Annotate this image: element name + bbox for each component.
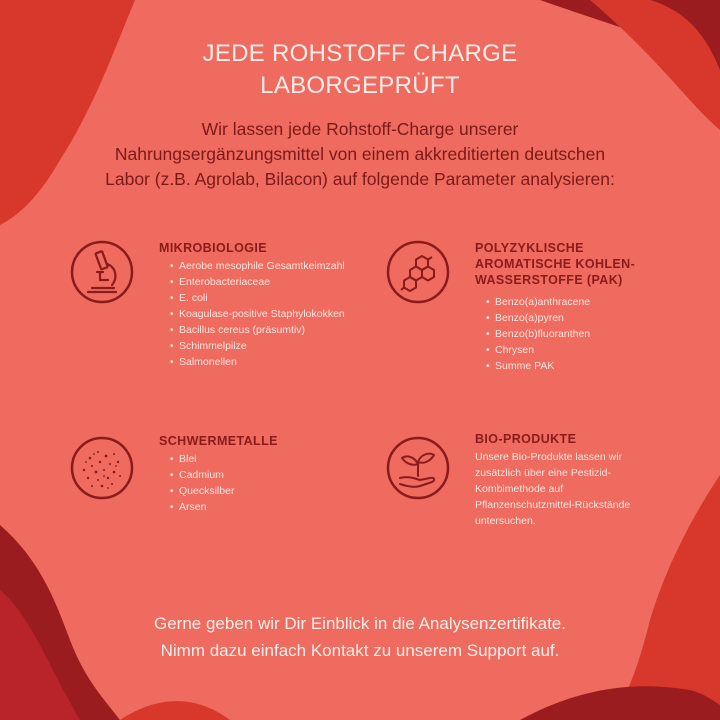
list-item: • Summe PAK <box>486 358 671 374</box>
intro-line-3: Labor (z.B. Agrolab, Bilacon) auf folgende Parameter analysieren: <box>105 169 615 189</box>
schwermetalle-title: SCHWERMETALLE <box>159 434 278 448</box>
page-title <box>0 38 720 102</box>
petri-dish-icon <box>70 436 134 500</box>
list-item: • Aerobe mesophile Gesamtkeimzahl <box>170 258 355 274</box>
list-item: • Arsen <box>170 499 330 515</box>
pak-title <box>475 240 675 288</box>
pak-list <box>486 294 671 374</box>
pak-title-line-2: AROMATISCHE KOHLEN- <box>475 257 636 271</box>
pak-title-line-1: POLYZYKLISCHE <box>475 241 584 255</box>
list-item: • E. coli <box>170 290 355 306</box>
molecule-icon <box>386 240 450 304</box>
list-item: • Quecksilber <box>170 483 330 499</box>
list-item: • Benzo(b)fluoranthen <box>486 326 671 342</box>
list-item: • Koagulase-positive Staphylokokken <box>170 306 355 322</box>
list-item: • Benzo(a)pyren <box>486 310 671 326</box>
footer-line-2: Nimm dazu einfach Kontakt zu unserem Support auf. <box>160 641 560 660</box>
footer-line-1: Gerne geben wir Dir Einblick in die Analysenzertifikate. <box>154 614 566 633</box>
list-item: • Cadmium <box>170 467 330 483</box>
list-item: • Bacillus cereus (präsumtiv) <box>170 322 355 338</box>
bio-description <box>475 449 675 529</box>
list-item: • Benzo(a)anthracene <box>486 294 671 310</box>
pak-title-line-3: WASSERSTOFFE (PAK) <box>475 273 623 287</box>
bio-text-line: Pflanzenschutzmittel-Rückstände <box>475 499 631 511</box>
schwermetalle-list <box>170 451 330 515</box>
bio-text-line: Unsere Bio-Produkte lassen wir <box>475 451 623 463</box>
list-item: • Chrysen <box>486 342 671 358</box>
mikrobiologie-title: MIKROBIOLOGIE <box>159 241 267 255</box>
microscope-icon <box>70 240 134 304</box>
title-line-1: JEDE ROHSTOFF CHARGE <box>202 40 518 67</box>
bio-text-line: zusätzlich über eine Pestizid- <box>475 467 611 479</box>
intro-text <box>70 117 650 192</box>
intro-line-1: Wir lassen jede Rohstoff-Charge unserer <box>201 119 519 139</box>
bio-text-line: untersuchen. <box>475 515 536 527</box>
list-item: • Enterobacteriaceae <box>170 274 355 290</box>
list-item: • Salmonellen <box>170 354 355 370</box>
footer-text <box>0 610 720 664</box>
title-line-2: LABORGEPRÜFT <box>260 72 460 99</box>
bio-title: BIO-PRODUKTE <box>475 432 577 446</box>
list-item: • Blei <box>170 451 330 467</box>
seedling-hand-icon <box>386 436 450 500</box>
mikrobiologie-list <box>170 258 355 370</box>
bio-text-line: Kombimethode auf <box>475 483 564 495</box>
intro-line-2: Nahrungsergänzungsmittel von einem akkreditierten deutschen <box>114 144 606 164</box>
list-item: • Schimmelpilze <box>170 338 355 354</box>
